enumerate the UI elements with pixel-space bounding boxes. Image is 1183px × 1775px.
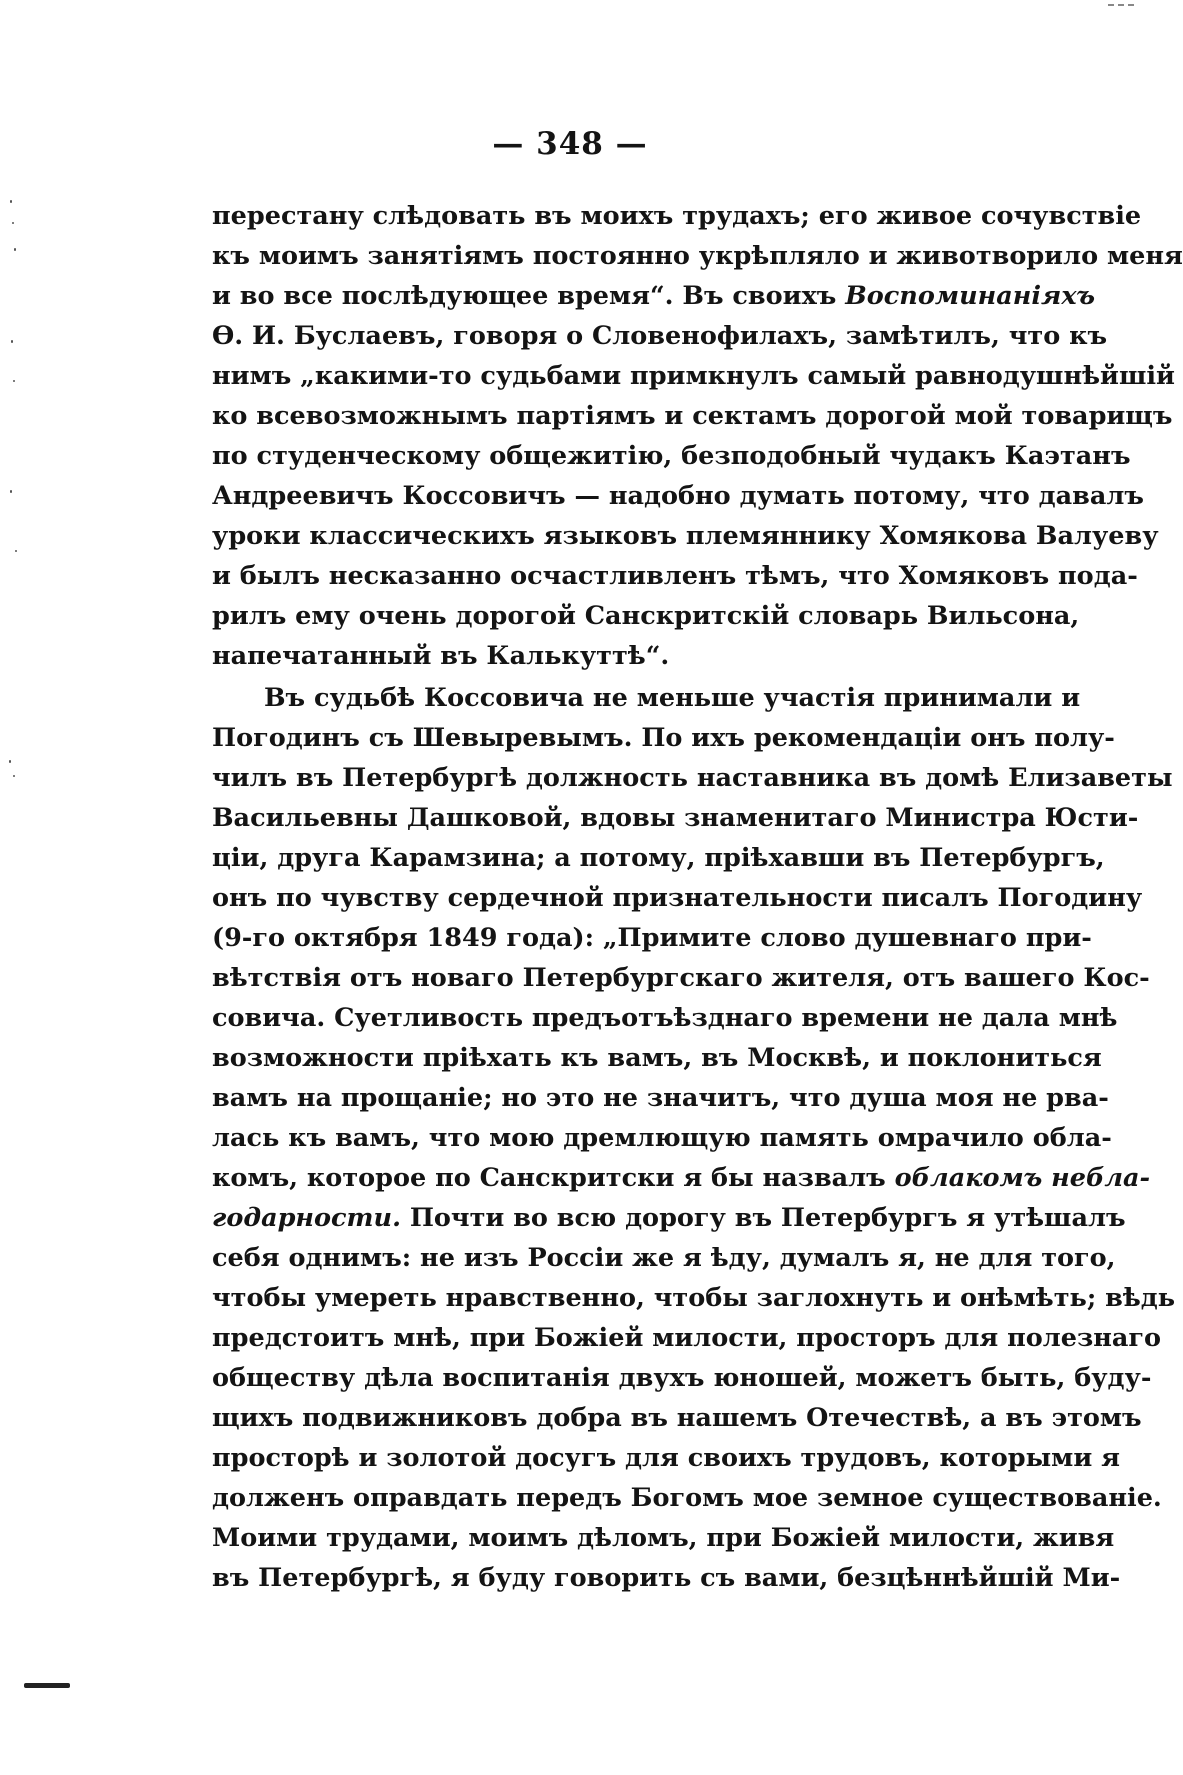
- page-number: — 348 —: [492, 126, 648, 162]
- scan-edge-mark: [24, 1683, 70, 1688]
- text-line: Въ судьбѣ Коссовича не меньше участія принимали и: [264, 683, 1081, 713]
- text-line: въ Петербургѣ, я буду говорить съ вами, безцѣннѣйшій Ми-: [212, 1563, 1121, 1593]
- text-line: Андреевичъ Коссовичъ — надобно думать потому, что давалъ: [212, 481, 1144, 511]
- text-line: (9-го октября 1849 года): „Примите слово душевнаго при-: [212, 923, 1092, 953]
- text-line: комъ, которое по Санскритски я бы назвалъ облакомъ небла-: [212, 1163, 1151, 1193]
- text-line: уроки классическихъ языковъ племяннику Хомякова Валуеву: [212, 521, 1159, 551]
- text-line: щихъ подвижниковъ добра въ нашемъ Отечествѣ, а въ этомъ: [212, 1403, 1142, 1433]
- body-text: [212, 196, 1183, 1598]
- text-line: чтобы умереть нравственно, чтобы заглохнуть и онѣмѣть; вѣдь: [212, 1283, 1176, 1313]
- margin-speck: [10, 200, 12, 203]
- margin-speck: [9, 760, 11, 763]
- text-line: напечатанный въ Калькуттѣ“.: [212, 641, 670, 671]
- text-line: чилъ въ Петербургѣ должность наставника въ домѣ Елизаветы: [212, 763, 1173, 793]
- margin-speck: [12, 222, 14, 224]
- text-line: вѣтствія отъ новаго Петербургскаго жителя, отъ вашего Кос-: [212, 963, 1150, 993]
- text-line: къ моимъ занятіямъ постоянно укрѣпляло и животворило меня: [212, 241, 1183, 271]
- margin-speck: [15, 550, 17, 552]
- italic-phrase: годарности.: [212, 1203, 401, 1233]
- text-line: нимъ „какими-то судьбами примкнулъ самый равнодушнѣйшій: [212, 361, 1175, 391]
- text-line: возможности пріѣхать къ вамъ, въ Москвѣ, и поклониться: [212, 1043, 1102, 1073]
- text-line: перестану слѣдовать въ моихъ трудахъ; его живое сочувствіе: [212, 201, 1142, 231]
- text-line: Васильевны Дашковой, вдовы знаменитаго Министра Юсти-: [212, 803, 1139, 833]
- text-line: обществу дѣла воспитанія двухъ юношей, можетъ быть, буду-: [212, 1363, 1152, 1393]
- margin-speck: [10, 490, 12, 493]
- text-line: ко всевозможнымъ партіямъ и сектамъ дорогой мой товарищъ: [212, 401, 1173, 431]
- text-line: Ѳ. И. Буслаевъ, говоря о Словенофилахъ, замѣтилъ, что къ: [212, 321, 1108, 351]
- scan-corner-mark: [1108, 4, 1134, 8]
- text-line: долженъ оправдать передъ Богомъ мое земное существованіе.: [212, 1483, 1162, 1513]
- italic-phrase: облакомъ небла-: [894, 1163, 1151, 1193]
- text-line: вамъ на прощаніе; но это не значитъ, что душа моя не рва-: [212, 1083, 1109, 1113]
- text-line: просторѣ и золотой досугъ для своихъ трудовъ, которыми я: [212, 1443, 1120, 1473]
- text-line: Моими трудами, моимъ дѣломъ, при Божіей милости, живя: [212, 1523, 1115, 1553]
- margin-speck: [13, 775, 15, 777]
- italic-title: Воспоминаніяхъ: [845, 281, 1096, 311]
- margin-speck: [13, 380, 15, 382]
- text-line: Погодинъ съ Шевыревымъ. По ихъ рекомендаціи онъ полу-: [212, 723, 1115, 753]
- text-line: годарности. Почти во всю дорогу въ Петербургъ я утѣшалъ: [212, 1203, 1126, 1233]
- text-line: ціи, друга Карамзина; а потому, пріѣхавши въ Петербургъ,: [212, 843, 1105, 873]
- text-line: и во все послѣдующее время“. Въ своихъ Воспоминаніяхъ: [212, 281, 1096, 311]
- text-line: онъ по чувству сердечной признательности писалъ Погодину: [212, 883, 1143, 913]
- margin-speck: [11, 340, 13, 343]
- text-line: себя однимъ: не изъ Россіи же я ѣду, думалъ я, не для того,: [212, 1243, 1116, 1273]
- scan-margin-specks: [4, 200, 24, 1600]
- text-line: совича. Суетливость предъотъѣзднаго времени не дала мнѣ: [212, 1003, 1118, 1033]
- text-line: лась къ вамъ, что мою дремлющую память омрачило обла-: [212, 1123, 1112, 1153]
- text-line: по студенческому общежитію, безподобный чудакъ Каэтанъ: [212, 441, 1131, 471]
- text-line: предстоитъ мнѣ, при Божіей милости, просторъ для полезнаго: [212, 1323, 1162, 1353]
- text-line: и былъ несказанно осчастливленъ тѣмъ, что Хомяковъ пода-: [212, 561, 1138, 591]
- margin-speck: [14, 248, 16, 251]
- text-line: рилъ ему очень дорогой Санскритскій словарь Вильсона,: [212, 601, 1080, 631]
